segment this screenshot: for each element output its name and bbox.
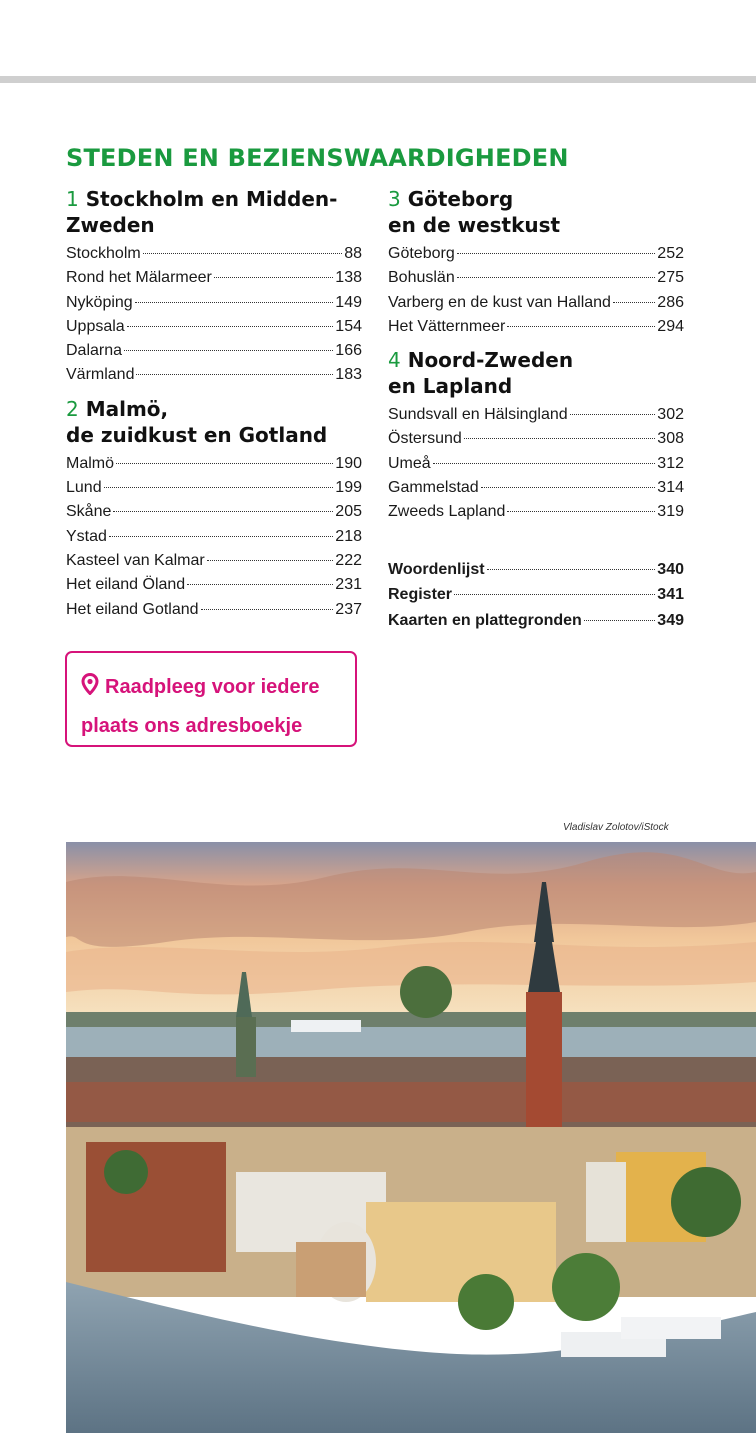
toc-entry-page: 166 — [335, 342, 362, 360]
toc-entry[interactable] — [66, 242, 362, 266]
toc-entry-page: 312 — [657, 454, 684, 472]
chapter-title-line: en Lapland — [388, 374, 513, 399]
toc-entry-label: Register — [388, 586, 453, 604]
toc-entry-label: Skåne — [66, 503, 112, 521]
toc-entry-label: Het eiland Öland — [66, 576, 186, 594]
dot-leader — [187, 584, 333, 585]
toc-entry-label: Uppsala — [66, 317, 125, 335]
dot-leader — [464, 438, 655, 439]
toc-entry[interactable] — [388, 476, 684, 500]
toc-entry-page: 149 — [335, 293, 362, 311]
toc-entry-page: 340 — [657, 560, 684, 578]
toc-entry[interactable] — [388, 291, 684, 315]
toc-entry-page: 237 — [335, 600, 362, 618]
chapter-title-line: en de westkust — [388, 213, 561, 237]
toc-entry-label: Zweeds Lapland — [388, 503, 506, 521]
toc-entry-page: 190 — [335, 454, 362, 472]
chapter-number: 2 — [66, 396, 79, 421]
chapter-2-title — [66, 396, 362, 448]
toc-entry-page: 218 — [335, 527, 362, 545]
dot-leader — [207, 560, 334, 561]
toc-entry-label: Nyköping — [66, 293, 133, 311]
toc-entry-page: 349 — [657, 611, 684, 629]
toc-column-left — [66, 186, 362, 630]
chapter-3-title — [388, 186, 684, 238]
address-book-callout[interactable] — [65, 651, 357, 747]
dot-leader — [104, 487, 334, 488]
chapter-4-title — [388, 347, 684, 399]
toc-entry-label: Ystad — [66, 527, 107, 545]
toc-entry-register[interactable] — [388, 582, 684, 608]
dot-leader — [481, 487, 656, 488]
toc-entry-label: Umeå — [388, 454, 431, 472]
toc-entry[interactable] — [388, 315, 684, 339]
dot-leader — [124, 350, 333, 351]
dot-leader — [454, 594, 655, 595]
chapter-number: 4 — [388, 348, 401, 373]
toc-entry-label: Gammelstad — [388, 479, 479, 497]
dot-leader — [109, 536, 333, 537]
chapter-title-line: Stockholm en Midden- — [85, 187, 338, 211]
spacer — [388, 533, 684, 557]
toc-entry-kaarten[interactable] — [388, 608, 684, 634]
dot-leader — [487, 569, 656, 570]
chapter-4-entries — [388, 403, 684, 524]
toc-entry-page: 154 — [335, 317, 362, 335]
toc-entry[interactable] — [66, 363, 362, 387]
toc-entry-page: 252 — [657, 245, 684, 262]
toc-entry-woordenlijst[interactable] — [388, 557, 684, 583]
toc-entry[interactable] — [66, 339, 362, 363]
toc-entry-label: Varberg en de kust van Halland — [388, 293, 611, 311]
section-heading: STEDEN EN BEZIENSWAARDIGHEDEN — [66, 144, 569, 172]
toc-entry-label: Dalarna — [66, 342, 123, 360]
toc-entry-label: Rond het Mälarmeer — [66, 269, 212, 287]
dot-leader — [116, 463, 333, 464]
dot-leader — [570, 414, 656, 415]
chapter-title-line: Göteborg — [407, 187, 514, 211]
chapter-title-line: Malmö, — [85, 396, 169, 421]
dot-leader — [136, 374, 333, 375]
map-pin-icon — [81, 671, 99, 708]
chapter-number: 3 — [388, 187, 401, 211]
toc-entry-label: Malmö — [66, 454, 115, 472]
toc-entry-label: Värmland — [66, 366, 135, 384]
dot-leader — [127, 326, 334, 327]
toc-entry-label: Kasteel van Kalmar — [66, 551, 205, 569]
toc-entry[interactable] — [388, 452, 684, 476]
toc-entry-label: Het eiland Gotland — [66, 600, 199, 618]
toc-entry-label: Woordenlijst — [388, 560, 485, 578]
toc-entry-page: 88 — [344, 245, 362, 262]
toc-entry[interactable] — [66, 266, 362, 290]
toc-entry-page: 138 — [335, 269, 362, 287]
toc-entry-label: Bohuslän — [388, 269, 455, 287]
dot-leader — [113, 511, 333, 512]
callout-line: Raadpleeg voor iedere — [105, 676, 320, 698]
toc-entry-page: 205 — [335, 503, 362, 521]
toc-column-right — [388, 186, 684, 641]
chapter-3-entries — [388, 242, 684, 339]
dot-leader — [507, 326, 655, 327]
toc-entry[interactable] — [66, 452, 362, 476]
toc-entry[interactable] — [66, 476, 362, 500]
dot-leader — [201, 609, 334, 610]
toc-entry[interactable] — [66, 525, 362, 549]
toc-entry-label: Het Vätternmeer — [388, 317, 506, 335]
chapter-title-line: Noord-Zweden — [407, 348, 574, 373]
dot-leader — [457, 253, 656, 254]
chapter-2-entries — [66, 452, 362, 622]
dot-leader — [613, 302, 655, 303]
toc-entry-page: 286 — [657, 293, 684, 311]
toc-entry-page: 183 — [335, 366, 362, 384]
toc-entry[interactable] — [388, 427, 684, 451]
toc-entry[interactable] — [388, 266, 684, 290]
toc-entry[interactable] — [66, 598, 362, 622]
dot-leader — [507, 511, 655, 512]
toc-entry[interactable] — [388, 403, 684, 427]
chapter-title-line: de zuidkust en Gotland — [66, 422, 328, 447]
toc-entry-label: Östersund — [388, 430, 462, 448]
stockholm-cityscape-photo — [66, 842, 756, 1433]
chapter-1-entries — [66, 242, 362, 388]
toc-entry[interactable] — [66, 549, 362, 573]
toc-entry-page: 199 — [335, 479, 362, 497]
back-matter-entries — [388, 557, 684, 634]
dot-leader — [135, 302, 334, 303]
top-rule — [0, 76, 756, 83]
toc-entry-page: 302 — [657, 406, 684, 424]
toc-entry[interactable] — [388, 500, 684, 524]
toc-entry[interactable] — [66, 573, 362, 597]
toc-entry-page: 231 — [335, 576, 362, 594]
toc-entry-page: 314 — [657, 479, 684, 497]
toc-entry-label: Lund — [66, 479, 102, 497]
toc-entry-label: Stockholm — [66, 245, 141, 262]
toc-entry-page: 222 — [335, 551, 362, 569]
photo-credit: Vladislav Zolotov/iStock — [563, 822, 669, 833]
callout-line: plaats ons adresboekje — [81, 715, 303, 737]
toc-entry-label: Kaarten en plattegronden — [388, 611, 582, 629]
dot-leader — [584, 620, 655, 621]
toc-entry-page: 341 — [657, 586, 684, 604]
dot-leader — [143, 253, 343, 254]
toc-entry-page: 319 — [657, 503, 684, 521]
toc-entry-page: 275 — [657, 269, 684, 287]
toc-entry[interactable] — [66, 500, 362, 524]
toc-entry[interactable] — [388, 242, 684, 266]
chapter-1-title — [66, 186, 362, 238]
toc-entry-page: 308 — [657, 430, 684, 448]
dot-leader — [433, 463, 656, 464]
toc-entry-page: 294 — [657, 317, 684, 335]
chapter-number: 1 — [66, 187, 79, 211]
dot-leader — [457, 277, 656, 278]
toc-entry[interactable] — [66, 291, 362, 315]
chapter-title-line: Zweden — [66, 213, 155, 237]
toc-entry-label: Göteborg — [388, 245, 455, 262]
toc-entry-label: Sundsvall en Hälsingland — [388, 406, 568, 424]
dot-leader — [214, 277, 333, 278]
toc-entry[interactable] — [66, 315, 362, 339]
